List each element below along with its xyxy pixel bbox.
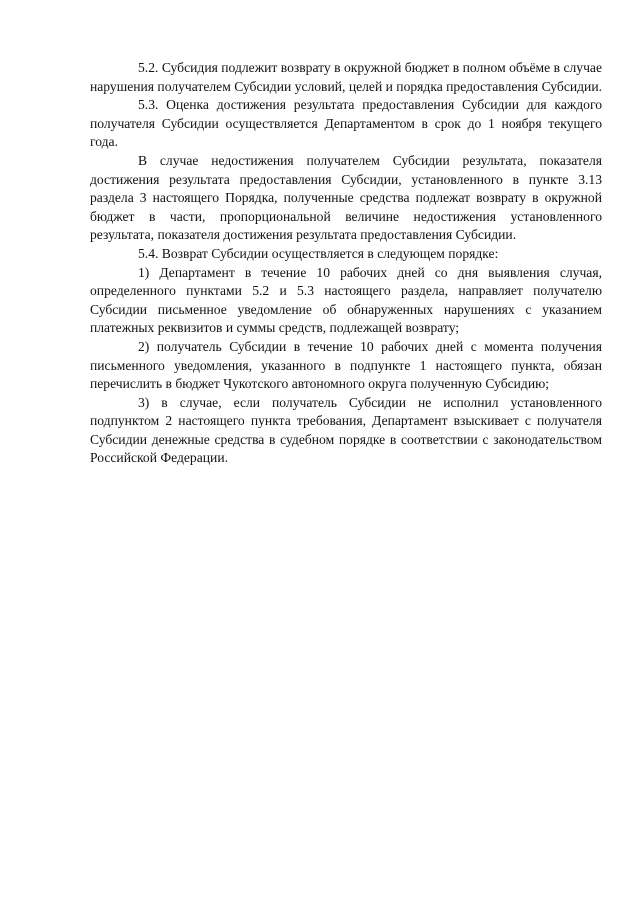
list-item-1: 1) Департамент в течение 10 рабочих дней со дня выявления случая, определенного пунктами 5.2 и 5.3 настоящего раздела, направляет получателю Субсидии письменное уведомление об обнаруженных нарушениях с указанием платежных реквизитов и суммы средств, подлежащей возврату; <box>90 264 602 336</box>
paragraph-5-3-underachievement: В случае недостижения получателем Субсидии результата, показателя достижения результата предоставления Субсидии, установленного в пункте 3.13 раздела 3 настоящего Порядка, полученные средства подлежат возврату в окружной бюджет в части, пропорциональной величине недостижения установленного результата, показателя достижения результата предоставления Субсидии. <box>90 152 602 243</box>
paragraph-5-4: 5.4. Возврат Субсидии осуществляется в следующем порядке: <box>138 245 499 261</box>
list-item-2: 2) получатель Субсидии в течение 10 рабочих дней с момента получения письменного уведомления, указанного в подпункте 1 настоящего пункта, обязан перечислить в бюджет Чукотского автономного округа полученную Субсидию; <box>90 338 602 392</box>
paragraph-5-3: 5.3. Оценка достижения результата предоставления Субсидии для каждого получателя Субсидии осуществляется Департаментом в срок до 1 ноября текущего года. <box>90 97 602 150</box>
document-body <box>90 59 602 468</box>
paragraph-5-2: 5.2. Субсидия подлежит возврату в окружной бюджет в полном объёме в случае нарушения получателем Субсидии условий, целей и порядка предоставления Субсидии. <box>90 60 603 94</box>
list-item-3: 3) в случае, если получатель Субсидии не исполнил установленного подпунктом 2 настоящего пункта требования, Департамент взыскивает с получателя Субсидии денежные средства в судебном порядке в соответствии с законодательством Российской Федерации. <box>90 394 602 466</box>
